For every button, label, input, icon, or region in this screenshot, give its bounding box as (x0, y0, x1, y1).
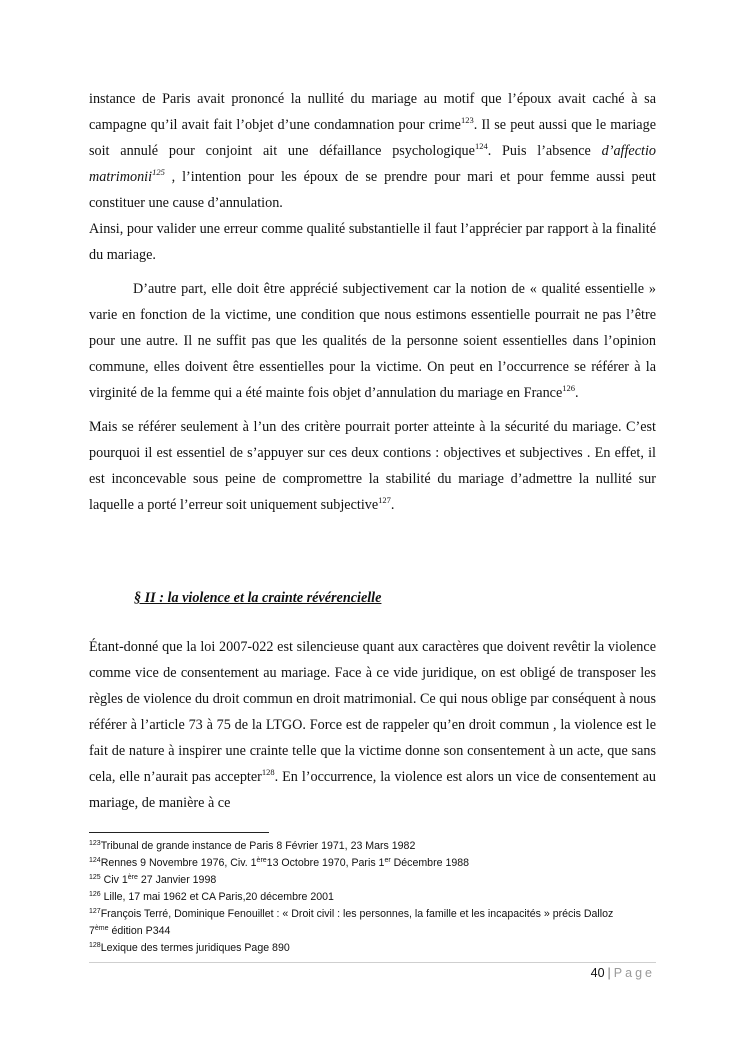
footnote-126: $^{126}$ Lille, 17 mai 1962 et CA Paris,20 décembre 2001 (89, 891, 334, 903)
footnote-128: $^{128}$Lexique des termes juridiques Page 890 (89, 942, 290, 954)
footnotes (89, 838, 659, 957)
footnote-separator (89, 832, 269, 833)
page-number: 40 (590, 966, 605, 980)
page-footer (591, 966, 655, 980)
paragraph-2: Ainsi, pour valider une erreur comme qualité substantielle il faut l’apprécier par rapport à la finalité du mariage. (89, 221, 656, 263)
body-column-2 (89, 634, 656, 816)
body-column (89, 86, 656, 518)
paragraph-4: Mais se référer seulement à l’un des critère pourrait porter atteinte à la sécurité du mariage. C’est pourquoi il est essentiel de s’appuyer sur ces deux contions : objectives et subjectives . En effet, il est inconcevable sous peine de compromettre la stabilité du mariage d’admettre la nullité sur laquelle a porté l’erreur soit uniquement subjective$^{127}$. (89, 419, 656, 513)
footnote-123: $^{123}$Tribunal de grande instance de Paris 8 Février 1971, 23 Mars 1982 (89, 840, 416, 852)
footer-rule (89, 962, 656, 963)
footnote-ref-123[interactable]: 123 (460, 115, 474, 125)
footnote-ref-124[interactable]: 124 (474, 141, 488, 151)
footnote-ref-127[interactable]: 127 (378, 495, 391, 505)
section-heading: § II : la violence et la crainte révérencielle (134, 590, 382, 606)
footnote-127-cont: 7ème édition P344 (89, 925, 171, 937)
footnote-127: $^{127}$François Terré, Dominique Fenouillet : « Droit civil : les personnes, la famille et les incapacités » précis Dalloz (89, 908, 614, 920)
footnote-ref-125[interactable]: 125 (152, 167, 165, 177)
page-label: Page (613, 966, 655, 980)
paragraph-1: instance de Paris avait prononcé la nullité du mariage au motif que l’époux avait caché à sa campagne qu’il avait fait l’objet d’une condamnation pour crime$^{123}$. Il se peut aussi que le mariage soit annulé pour conjoint ait une défaillance psychologique$^{124}$. Puis l’absence d’affectio matrimonii$^{125}$ , l’intention pour les époux de se prendre pour mari et pour femme aussi peut constituer une cause d’annulation. (89, 91, 656, 211)
latin-term: d’affectio matrimonii (89, 143, 656, 185)
page-separator: | (607, 966, 611, 980)
footnote-125: $^{125}$ Civ 1ère 27 Janvier 1998 (89, 874, 217, 886)
footnote-ref-126[interactable]: 126 (562, 383, 576, 393)
paragraph-5: Étant-donné que la loi 2007-022 est silencieuse quant aux caractères que doivent revêtir la violence comme vice de consentement au mariage. Face à ce vide juridique, on est obligé de transposer les règles de violence du droit commun en droit matrimonial. Ce qui nous oblige par conséquent à nous référer à l’article 73 à 75 de la LTGO. Force est de rappeler qu’en droit commun , la violence est le fait de nature à inspirer une crainte telle que la victime donne son consentement à un acte, que sans cela, elle n’aurait pas accepter$^{128}$. En l’occurrence, la violence est alors un vice de consentement au mariage, de manière à ce (89, 639, 656, 811)
footnote-ref-128[interactable]: 128 (261, 767, 275, 777)
footnote-124: $^{124}$Rennes 9 Novembre 1976, Civ. 1ère13 Octobre 1970, Paris 1er Décembre 1988 (89, 857, 470, 869)
paragraph-3: D’autre part, elle doit être apprécié subjectivement car la notion de « qualité essentielle » varie en fonction de la victime, une condition que nous estimons essentielle pourrait ne pas l’être pour une autre. Il ne suffit pas que les qualités de la personne soient essentielles dans l’opinion commune, elles doivent être essentielles pour la victime. On peut en l’occurrence se référer à la virginité de la femme qui a été mainte fois objet d’annulation du mariage en France$^{126}$. (89, 281, 656, 401)
